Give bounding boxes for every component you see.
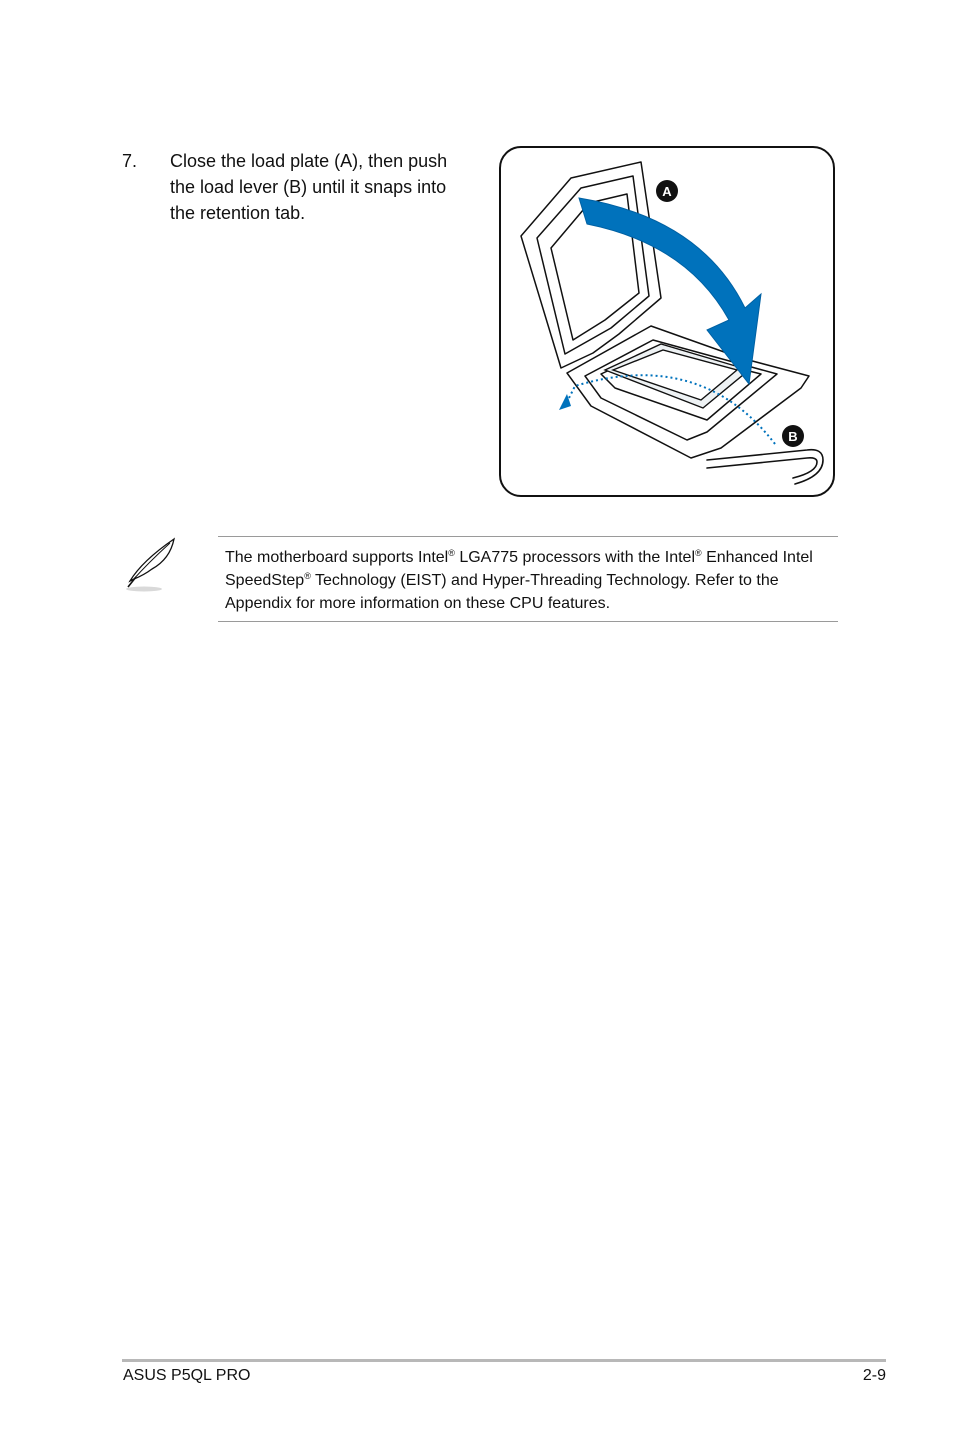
feather-pen-icon bbox=[120, 535, 180, 595]
footer-divider bbox=[122, 1359, 886, 1362]
step-instruction: Close the load plate (A), then push the load lever (B) until it snaps into the retention tab. bbox=[170, 151, 448, 223]
step-number: 7. bbox=[122, 151, 138, 171]
note-text: The motherboard supports Intel® LGA775 processors with the Intel® Enhanced Intel SpeedStep® Technology (EIST) and Hyper-Threading Technology. Refer to the Appendix for more information on these CPU features. bbox=[225, 548, 813, 612]
svg-text:A: A bbox=[662, 184, 672, 199]
footer-product-name: ASUS P5QL PRO bbox=[123, 1367, 251, 1384]
svg-text:B: B bbox=[788, 429, 798, 444]
callout-a bbox=[656, 180, 678, 202]
note-box bbox=[218, 536, 838, 622]
footer-page-number: 2-9 bbox=[862, 1367, 886, 1384]
load-lever bbox=[707, 450, 823, 484]
cpu-socket-illustration bbox=[499, 146, 835, 497]
socket-drawing bbox=[501, 148, 835, 497]
callout-b bbox=[782, 425, 804, 447]
